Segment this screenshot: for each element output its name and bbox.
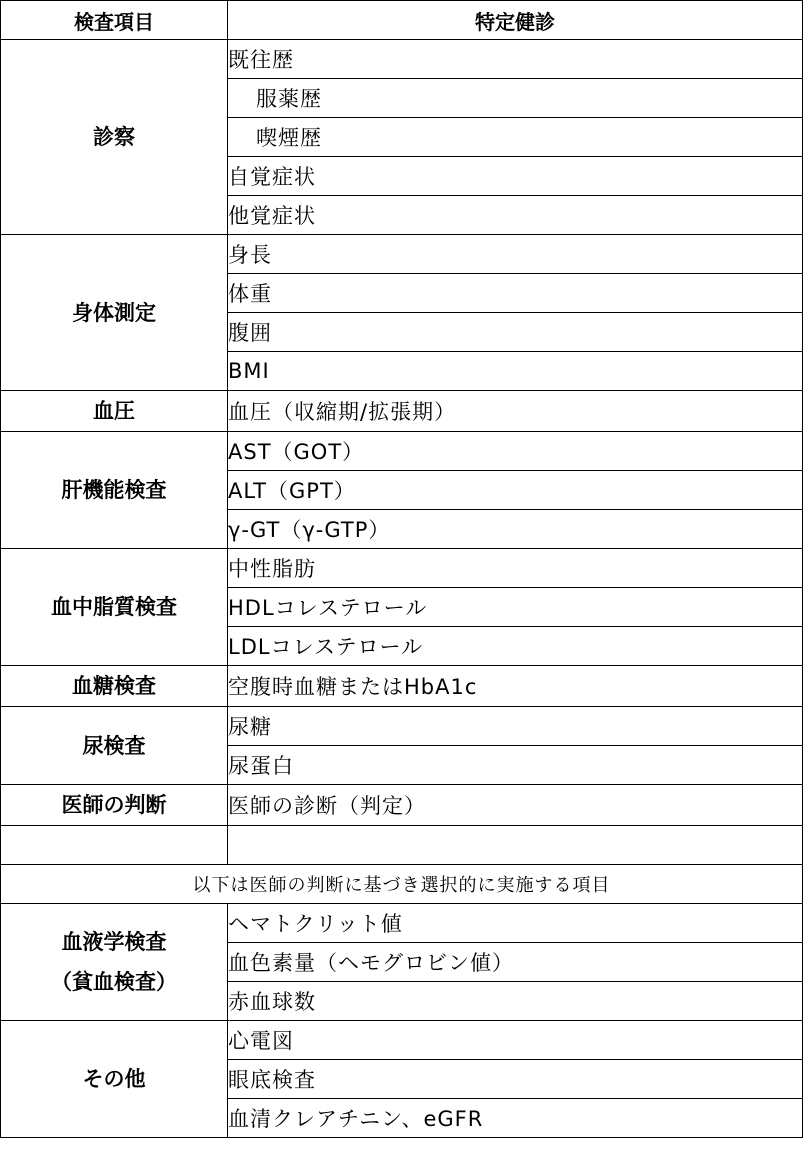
item-cell: BMI: [228, 352, 803, 391]
item-cell: 体重: [228, 274, 803, 313]
item-cell: 他覚症状: [228, 196, 803, 235]
item-cell: 血圧（収縮期/拡張期）: [228, 391, 803, 432]
blank-cell: [1, 826, 228, 865]
category-cell: その他: [1, 1021, 228, 1138]
header-category: 検査項目: [1, 1, 228, 40]
table-row: [1, 549, 803, 588]
blank-cell: [228, 826, 803, 865]
table-row: [1, 391, 803, 432]
table-row: [1, 666, 803, 707]
item-cell: 心電図: [228, 1021, 803, 1060]
item-cell: HDLコレステロール: [228, 588, 803, 627]
category-cell: 尿検査: [1, 707, 228, 785]
item-cell: ALT（GPT）: [228, 471, 803, 510]
item-cell: 身長: [228, 235, 803, 274]
item-cell: 血色素量（ヘモグロビン値）: [228, 943, 803, 982]
category-cell: 医師の判断: [1, 785, 228, 826]
item-cell: 医師の診断（判定）: [228, 785, 803, 826]
category-cell: 診察: [1, 40, 228, 235]
item-cell: 中性脂肪: [228, 549, 803, 588]
table-row: [1, 904, 803, 943]
table-row: [1, 40, 803, 79]
item-cell: 空腹時血糖またはHbA1c: [228, 666, 803, 707]
header-checkup: 特定健診: [228, 1, 803, 40]
item-cell: 腹囲: [228, 313, 803, 352]
item-cell: 服薬歴: [228, 79, 803, 118]
note-row: [1, 865, 803, 904]
item-cell: γ-GT（γ-GTP）: [228, 510, 803, 549]
item-cell: 既往歴: [228, 40, 803, 79]
category-cell: 身体測定: [1, 235, 228, 391]
item-cell: 血清クレアチニン、eGFR: [228, 1099, 803, 1138]
item-cell: ヘマトクリット値: [228, 904, 803, 943]
category-cell: 肝機能検査: [1, 432, 228, 549]
category-line: 血液学検査: [61, 930, 167, 954]
category-cell: 血中脂質検査: [1, 549, 228, 666]
item-cell: 尿蛋白: [228, 746, 803, 785]
item-cell: 赤血球数: [228, 982, 803, 1021]
item-cell: 喫煙歴: [228, 118, 803, 157]
table-row: [1, 235, 803, 274]
category-cell: 血圧: [1, 391, 228, 432]
blank-row: [1, 826, 803, 865]
category-line: （貧血検査）: [51, 970, 177, 994]
category-cell: [1, 904, 228, 1021]
item-cell: 眼底検査: [228, 1060, 803, 1099]
category-cell: 血糖検査: [1, 666, 228, 707]
item-cell: 尿糖: [228, 707, 803, 746]
item-cell: AST（GOT）: [228, 432, 803, 471]
table-row: [1, 432, 803, 471]
optional-note: 以下は医師の判断に基づき選択的に実施する項目: [1, 865, 803, 904]
header-row: [1, 1, 803, 40]
table-row: [1, 1021, 803, 1060]
table-row: [1, 785, 803, 826]
item-cell: LDLコレステロール: [228, 627, 803, 666]
table-row: [1, 707, 803, 746]
item-cell: 自覚症状: [228, 157, 803, 196]
